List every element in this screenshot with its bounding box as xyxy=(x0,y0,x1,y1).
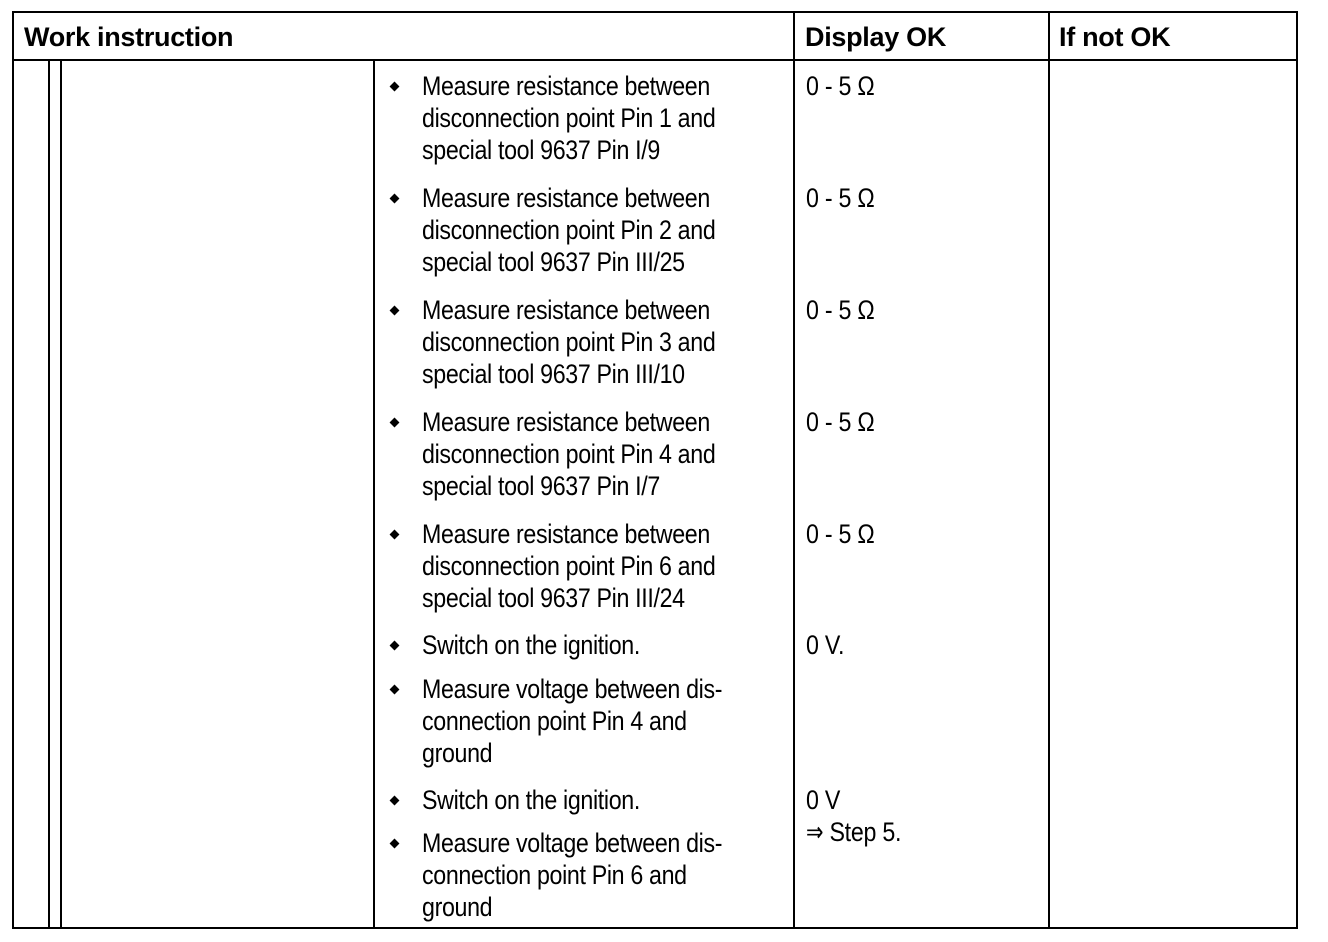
bullet-diamond-icon xyxy=(384,70,406,102)
header-display-ok: Display OK xyxy=(805,22,947,52)
instruction-text: Measure resistance between disconnection point Pin 2 and special tool 9637 Pin III/25 xyxy=(422,183,716,277)
display-value: 0 - 5 Ω xyxy=(806,295,875,325)
display-value: 0 - 5 Ω xyxy=(806,519,875,549)
col-divider-3 xyxy=(373,61,375,927)
header-work-instruction: Work instruction xyxy=(24,22,234,52)
col-divider-5 xyxy=(1048,13,1050,927)
bullet-diamond-icon xyxy=(384,294,406,326)
bullet-diamond-icon xyxy=(384,629,406,661)
bullet-diamond-icon xyxy=(384,182,406,214)
instruction-text: Measure resistance between disconnection point Pin 4 and special tool 9637 Pin I/7 xyxy=(422,407,716,501)
bullet-diamond-icon xyxy=(384,518,406,550)
display-value: 0 V ⇒ Step 5. xyxy=(806,785,902,847)
instruction-text: Measure resistance between disconnection point Pin 1 and special tool 9637 Pin I/9 xyxy=(422,71,716,165)
col-divider-2 xyxy=(60,61,62,927)
header-if-not-ok: If not OK xyxy=(1059,22,1171,52)
instruction-text: Measure voltage between dis- connection point Pin 6 and ground xyxy=(422,828,723,922)
display-value: 0 V. xyxy=(806,630,845,660)
instruction-text: Measure resistance between disconnection point Pin 6 and special tool 9637 Pin III/24 xyxy=(422,519,716,613)
display-value: 0 - 5 Ω xyxy=(806,407,875,437)
display-value: 0 - 5 Ω xyxy=(806,183,875,213)
col-divider-4 xyxy=(793,13,795,927)
instruction-text: Measure voltage between dis- connection point Pin 4 and ground xyxy=(422,674,723,768)
col-divider-1 xyxy=(48,61,50,927)
bullet-diamond-icon xyxy=(384,827,406,859)
instruction-text: Switch on the ignition. xyxy=(422,630,640,660)
display-value: 0 - 5 Ω xyxy=(806,71,875,101)
bullet-diamond-icon xyxy=(384,784,406,816)
instruction-text: Measure resistance between disconnection point Pin 3 and special tool 9637 Pin III/10 xyxy=(422,295,716,389)
instruction-text: Switch on the ignition. xyxy=(422,785,640,815)
bullet-diamond-icon xyxy=(384,673,406,705)
bullet-diamond-icon xyxy=(384,406,406,438)
